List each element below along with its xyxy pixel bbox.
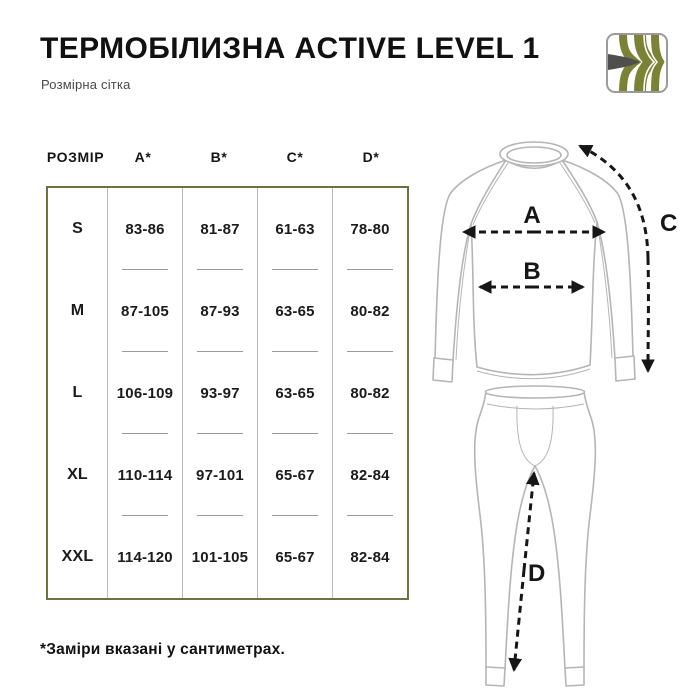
size-table-header <box>46 144 409 170</box>
size-label: XL <box>67 466 88 483</box>
table-cell: 78-80 <box>332 188 407 270</box>
waist-label: B <box>523 258 541 285</box>
table-cell: 114-120 <box>107 516 182 598</box>
column-header-c: C* <box>286 149 304 165</box>
brand-waves-logo-icon <box>606 33 668 93</box>
garment-measurement-diagram <box>420 130 700 690</box>
table-cell: 82-84 <box>332 434 407 516</box>
inseam-arrow-bottom <box>514 570 524 670</box>
table-cell: 65-67 <box>257 434 332 516</box>
table-cell: 81-87 <box>182 188 257 270</box>
size-label: S <box>72 220 83 237</box>
sleeve-label: C <box>660 210 678 237</box>
column-header-a: A* <box>134 149 152 165</box>
size-label: XXL <box>61 548 94 565</box>
table-cell: 87-93 <box>182 270 257 352</box>
units-footnote: *Заміри вказані у сантиметрах. <box>40 641 285 658</box>
size-table <box>46 186 409 600</box>
column-header-d: D* <box>362 149 380 165</box>
table-cell: 83-86 <box>107 188 182 270</box>
column-header-b: B* <box>210 149 228 165</box>
table-cell: 80-82 <box>332 352 407 434</box>
table-cell: 63-65 <box>257 352 332 434</box>
table-cell: 61-63 <box>257 188 332 270</box>
table-cell: 87-105 <box>107 270 182 352</box>
table-cell: 82-84 <box>332 516 407 598</box>
page-subtitle: Розмірна сітка <box>41 77 131 92</box>
size-column-header: РОЗМІР <box>46 149 105 165</box>
table-cell: 101-105 <box>182 516 257 598</box>
table-cell: 97-101 <box>182 434 257 516</box>
size-label: M <box>70 302 85 319</box>
table-cell: 106-109 <box>107 352 182 434</box>
inseam-label: D <box>528 560 546 587</box>
thermal-pants-drawing <box>475 386 596 686</box>
table-cell: 93-97 <box>182 352 257 434</box>
size-label: L <box>72 384 83 401</box>
table-cell: 65-67 <box>257 516 332 598</box>
chest-label: A <box>523 202 541 229</box>
table-cell: 80-82 <box>332 270 407 352</box>
table-cell: 110-114 <box>107 434 182 516</box>
page-title: ТЕРМОБІЛИЗНА ACTIVE LEVEL 1 <box>40 32 540 65</box>
table-cell: 63-65 <box>257 270 332 352</box>
